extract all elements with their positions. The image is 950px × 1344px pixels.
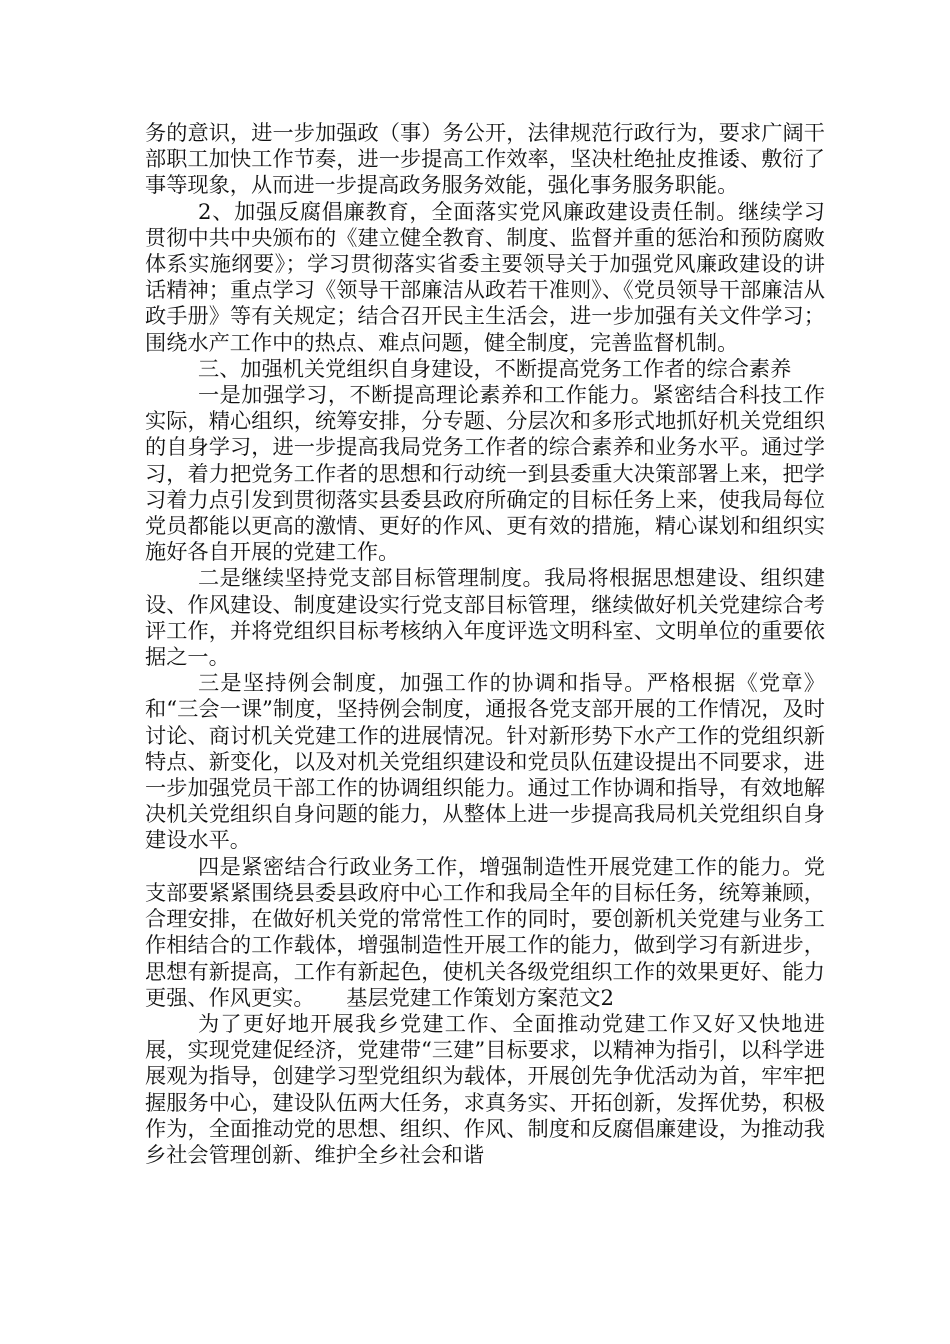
paragraph-8: 为了更好地开展我乡党建工作、全面推动党建工作又好又快地进展，实现党建促经济，党建带“三建”目标要求，以精神为指引，以科学进展观为指导，创建学习型党组织为载体，开展创先争优活动为首，牢牢把握服务中心，建设队伍两大任务，求真务实、开拓创新，发挥优势，积极作为，全面推动党的思想、组织、作风、制度和反腐倡廉建设，为推动我乡社会管理创新、维护全乡社会和谐 <box>145 1010 825 1167</box>
paragraph-1: 务的意识，进一步加强政（事）务公开，法律规范行政行为，要求广阔干部职工加快工作节奏，进一步提高工作效率，坚决杜绝扯皮推诿、敷衍了事等现象，从而进一步提高政务服务效能，强化事务服务职能。 <box>145 120 825 198</box>
document-body <box>145 120 825 1168</box>
paragraph-7: 四是紧密结合行政业务工作，增强制造性开展党建工作的能力。党支部要紧紧围绕县委县政府中心工作和我局全年的目标任务，统筹兼顾，合理安排，在做好机关党的常常性工作的同时，要创新机关党建与业务工作相结合的工作载体，增强制造性开展工作的能力，做到学习有新进步，思想有新提高，工作有新起色，使机关各级党组织工作的效果更好、能力更强、作风更实。 基层党建工作策划方案范文2 <box>145 853 825 1010</box>
paragraph-6: 三是坚持例会制度，加强工作的协调和指导。严格根据《党章》和“三会一课”制度，坚持例会制度，通报各党支部开展的工作情况，及时讨论、商讨机关党建工作的进展情况。针对新形势下水产工作的党组织新特点、新变化，以及对机关党组织建设和党员队伍建设提出不同要求，进一步加强党员干部工作的协调组织能力。通过工作协调和指导，有效地解决机关党组织自身问题的能力，从整体上进一步提高我局机关党组织自身建设水平。 <box>145 670 825 853</box>
paragraph-5: 二是继续坚持党支部目标管理制度。我局将根据思想建设、组织建设、作风建设、制度建设实行党支部目标管理，继续做好机关党建综合考评工作，并将党组织目标考核纳入年度评选文明科室、文明单位的重要依据之一。 <box>145 565 825 670</box>
paragraph-4: 一是加强学习，不断提高理论素养和工作能力。紧密结合科技工作实际，精心组织，统筹安排，分专题、分层次和多形式地抓好机关党组织的自身学习，进一步提高我局党务工作者的综合素养和业务水平。通过学习，着力把党务工作者的思想和行动统一到县委重大决策部署上来，把学习着力点引发到贯彻落实县委县政府所确定的目标任务上来，使我局每位党员都能以更高的激情、更好的作风、更有效的措施，精心谋划和组织实施好各自开展的党建工作。 <box>145 382 825 565</box>
paragraph-2: 2、加强反腐倡廉教育，全面落实党风廉政建设责任制。继续学习贯彻中共中央颁布的《建立健全教育、制度、监督并重的惩治和预防腐败体系实施纲要》；学习贯彻落实省委主要领导关于加强党风廉政建设的讲话精神；重点学习《领导干部廉洁从政若干准则》、《党员领导干部廉洁从政手册》等有关规定；结合召开民主生活会，进一步加强有关文件学习；围绕水产工作中的热点、难点问题，健全制度，完善监督机制。 <box>145 198 825 355</box>
section-heading-3: 三、加强机关党组织自身建设，不断提高党务工作者的综合素养 <box>198 355 792 381</box>
